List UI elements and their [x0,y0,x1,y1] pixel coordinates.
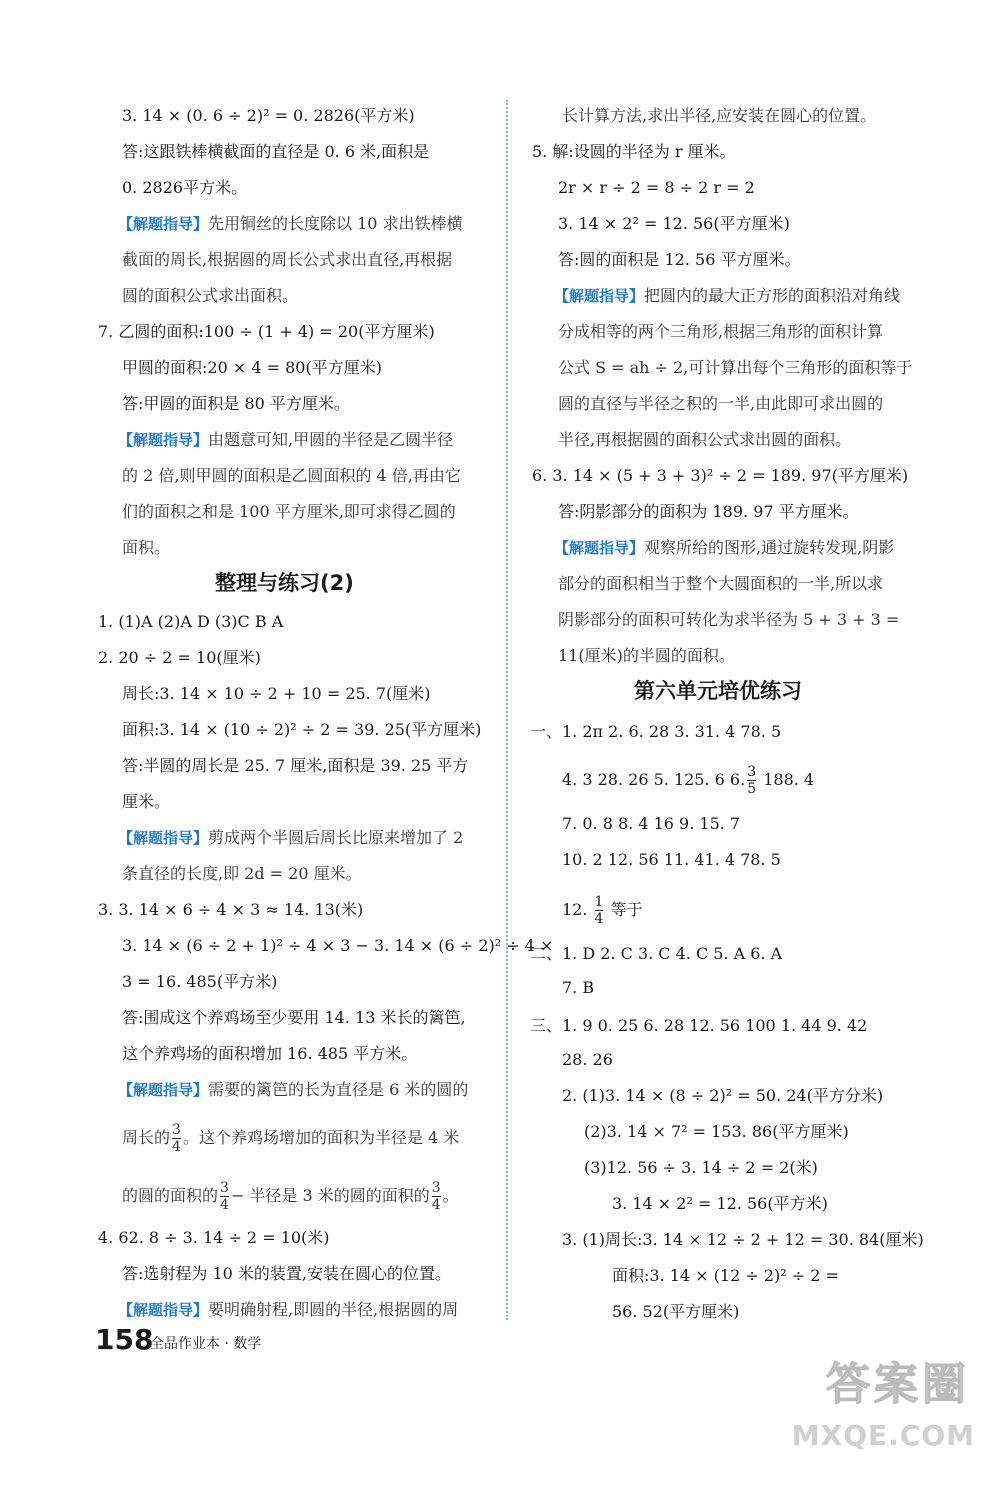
text-line: 28. 26 [562,1050,613,1069]
fraction [172,1122,181,1155]
text-line: 2r × r ÷ 2 = 8 ÷ 2 r = 2 [558,178,755,197]
tip-text: 需要的篱笆的长为直径是 6 米的圆的 [208,1080,469,1099]
text-line: 11(厘米)的半圆的面积。 [558,646,735,665]
text-span: 等于 [610,900,643,919]
text-line: 3 = 16. 485(平方米) [122,972,278,991]
text-line [122,1122,459,1155]
text-span: 。 [442,1186,459,1205]
text-line: 0. 2826平方米。 [122,178,248,197]
text-line: 答:这跟铁棒横截面的直径是 0. 6 米,面积是 [122,142,430,161]
text-line: 们的面积之和是 100 平方厘米,即可求得乙圆的 [122,502,456,521]
fraction [747,764,756,797]
fraction-den: 5 [747,781,757,797]
fraction-den: 4 [594,911,604,927]
text-line [122,1180,459,1213]
text-line: 3. 14 × (0. 6 ÷ 2)² = 0. 2826(平方米) [122,106,415,125]
text-line: 7. 乙圆的面积:100 ÷ (1 + 4) = 20(平方厘米) [98,322,435,341]
text-line: 3. 14 × (6 ÷ 2 + 1)² ÷ 4 × 3 − 3. 14 × (6 ÷ 2)² ÷ 4 × [122,936,554,955]
text-line: 56. 52(平方厘米) [612,1302,740,1321]
text-line: 一、1. 2π 2. 6. 28 3. 31. 4 78. 5 [530,722,782,741]
text-span: − 半径是 3 米的圆的面积的 [230,1186,430,1205]
text-span: 4. 3 28. 26 5. 125. 6 6. [562,770,746,789]
tip-text: 剪成两个半圆后周长比原来增加了 2 [208,828,464,847]
text-line: 6. 3. 14 × (5 + 3 + 3)² ÷ 2 = 189. 97(平方厘米) [532,466,909,485]
watermark-logo: 答案圈 [826,1359,970,1410]
text-line: 答:阴影部分的面积为 189. 97 平方厘米。 [558,502,859,521]
fraction [595,894,604,927]
fraction [432,1180,441,1213]
fraction-num: 3 [220,1180,229,1196]
text-line: 3. (1)周长:3. 14 × 12 ÷ 2 + 12 = 30. 84(厘米) [562,1230,924,1249]
text-line: 答:半圆的周长是 25. 7 厘米,面积是 39. 25 平方 [122,756,469,775]
text-line: 答:选射程为 10 米的装置,安装在圆心的位置。 [122,1264,452,1283]
watermark-url: MXQE.COM [791,1419,975,1452]
text-line: 部分的面积相当于整个大圆面积的一半,所以求 [558,574,884,593]
tip-text: 由题意可知,甲圆的半径是乙圆半径 [208,430,454,449]
tip-tag: 【解题指导】 [118,215,209,233]
text-line: 厘米。 [122,792,171,811]
text-line: 截面的周长,根据圆的周长公式求出直径,再根据 [122,250,453,269]
column-divider [506,100,508,1320]
tip-tag: 【解题指导】 [118,1081,209,1099]
text-line: (2)3. 14 × 7² = 153. 86(平方厘米) [584,1122,849,1141]
footer-title: 全品作业本 · 数学 [150,1336,262,1352]
fraction-num: 3 [172,1122,181,1138]
tip-text: 先用铜丝的长度除以 10 求出铁棒横 [208,214,463,233]
text-line: 面积:3. 14 × (10 ÷ 2)² ÷ 2 = 39. 25(平方厘米) [122,720,482,739]
section-heading: 第六单元培优练习 [634,679,802,703]
text-line: 阴影部分的面积可转化为求半径为 5 + 3 + 3 = [558,610,900,629]
fraction-num: 1 [594,894,604,910]
text-line: 面积。 [122,538,171,557]
text-line: 答:甲圆的面积是 80 平方厘米。 [122,394,350,413]
text-line: 2. 20 ÷ 2 = 10(厘米) [98,648,261,667]
tip-tag: 【解题指导】 [118,431,209,449]
text-span: 。这个养鸡场增加的面积为半径是 4 米 [182,1128,460,1147]
text-line: 答:圆的面积是 12. 56 平方厘米。 [558,250,801,269]
text-line: 3. 14 × 2² = 12. 56(平方米) [612,1194,828,1213]
text-line [562,764,814,797]
fraction [220,1180,229,1213]
text-span: 12. [562,900,588,919]
tip-tag: 【解题指导】 [554,539,645,557]
section-heading: 整理与练习(2) [215,571,354,595]
tip-tag: 【解题指导】 [118,829,209,847]
text-line: 的 2 倍,则甲圆的面积是乙圆面积的 4 倍,再由它 [122,466,461,485]
text-line [562,894,643,927]
fraction-num: 3 [431,1180,441,1196]
text-line: 1. (1)A (2)A D (3)C B A [98,612,284,631]
text-line: 5. 解:设圆的半径为 r 厘米。 [532,142,736,161]
text-line: 这个养鸡场的面积增加 16. 485 平方米。 [122,1044,418,1063]
text-span: 的圆的面积的 [122,1186,219,1205]
text-span: 188. 4 [763,770,815,789]
fraction-den: 4 [172,1139,181,1155]
tip-text: 要明确射程,即圆的半径,根据圆的周 [208,1300,459,1319]
text-line: 甲圆的面积:20 × 4 = 80(平方厘米) [122,358,382,377]
fraction-den: 4 [220,1197,229,1213]
text-line: 10. 2 12. 56 11. 41. 4 78. 5 [562,850,781,869]
text-line: 7. 0. 8 8. 4 16 9. 15. 7 [562,814,741,833]
text-line: 圆的直径与半径之积的一半,由此即可求出圆的 [558,394,884,413]
tip-tag: 【解题指导】 [554,287,645,305]
fraction-den: 4 [431,1197,441,1213]
tip-line [118,1080,468,1100]
text-line: 7. B [562,978,595,997]
tip-text: 观察所给的图形,通过旋转发现,阴影 [644,538,895,557]
page-number: 158 [95,1323,154,1356]
text-line: 二、1. D 2. C 3. C 4. C 5. A 6. A [530,944,783,963]
text-line: 3. 3. 14 × 6 ÷ 4 × 3 ≈ 14. 13(米) [98,900,364,919]
text-line: 4. 62. 8 ÷ 3. 14 ÷ 2 = 10(米) [98,1228,330,1247]
text-line: (3)12. 56 ÷ 3. 14 ÷ 2 = 2(米) [584,1158,818,1177]
text-line: 长计算方法,求出半径,应安装在圆心的位置。 [562,106,877,125]
text-line: 面积:3. 14 × (12 ÷ 2)² ÷ 2 = [612,1266,839,1285]
tip-tag: 【解题指导】 [118,1301,209,1319]
tip-line [118,828,463,848]
text-line: 公式 S = ah ÷ 2,可计算出每个三角形的面积等于 [558,358,913,377]
text-line: 分成相等的两个三角形,根据三角形的面积计算 [558,322,884,341]
text-line: 答:围成这个养鸡场至少要用 14. 13 米长的篱笆, [122,1008,466,1027]
tip-line [118,430,453,450]
tip-line [554,286,900,306]
text-line: 条直径的长度,即 2d = 20 厘米。 [122,864,362,883]
text-line: 圆的面积公式求出面积。 [122,286,299,305]
tip-line [118,214,463,234]
tip-line [118,1300,458,1320]
text-line: 半径,再根据圆的面积公式求出圆的面积。 [558,430,852,449]
text-line: 周长:3. 14 × 10 ÷ 2 + 10 = 25. 7(厘米) [122,684,431,703]
tip-text: 把圆内的最大正方形的面积沿对角线 [644,286,901,305]
tip-line [554,538,894,558]
text-span: 周长的 [122,1128,171,1147]
text-line: 2. (1)3. 14 × (8 ÷ 2)² = 50. 24(平方分米) [562,1086,884,1105]
text-line: 3. 14 × 2² = 12. 56(平方厘米) [558,214,790,233]
text-line: 三、1. 9 0. 25 6. 28 12. 56 100 1. 44 9. 42 [530,1016,868,1035]
fraction-num: 3 [747,764,757,780]
